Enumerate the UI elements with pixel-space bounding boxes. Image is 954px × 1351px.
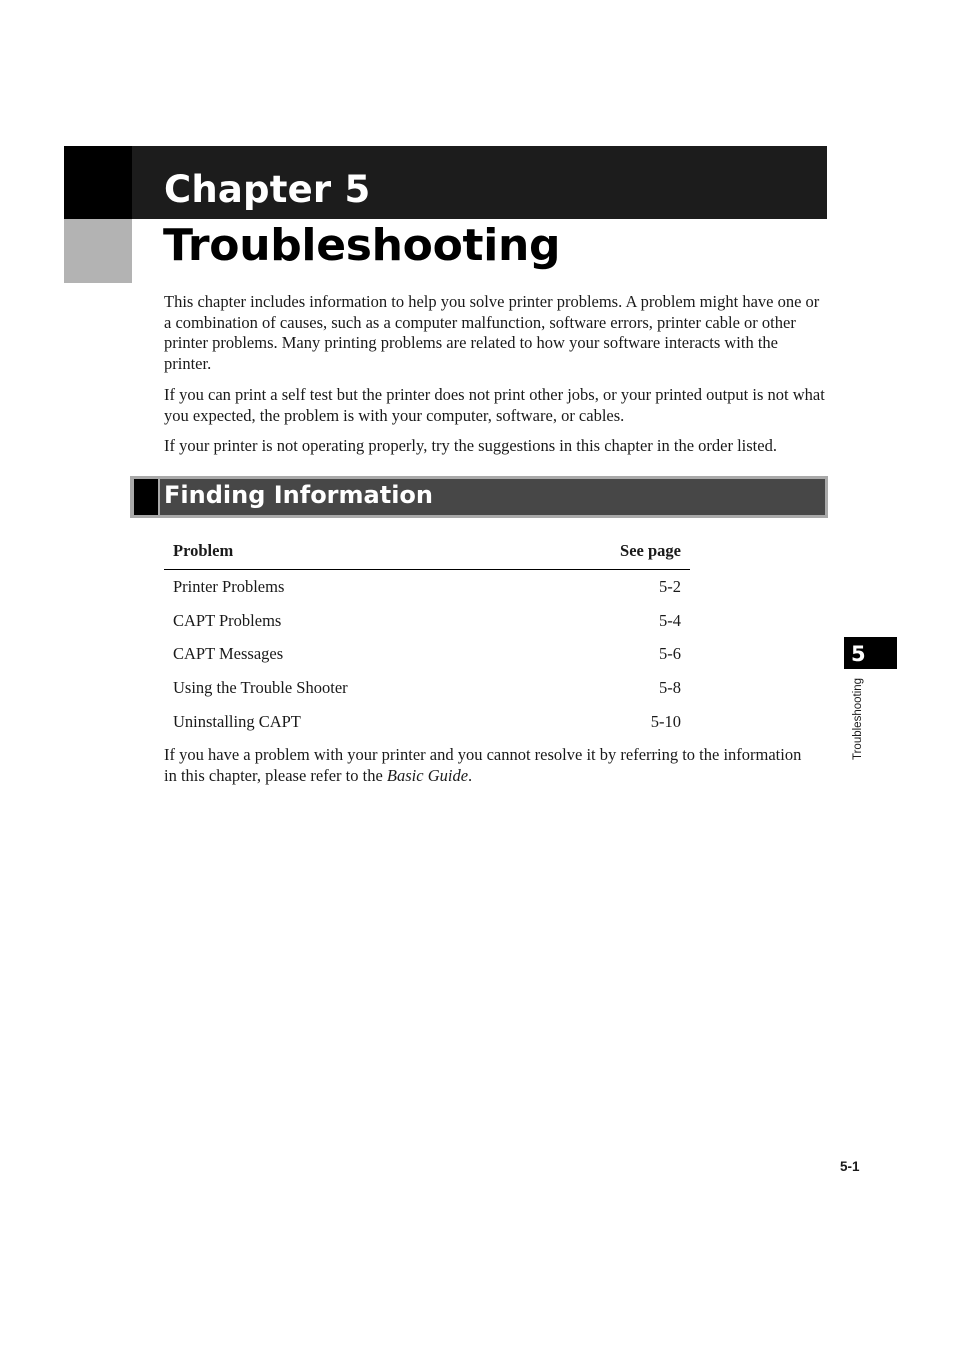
chapter-header-black-block	[64, 146, 132, 219]
problem-cell: Printer Problems	[173, 576, 285, 596]
table-header-row	[164, 532, 690, 570]
closing-paragraph	[164, 745, 804, 786]
intro-paragraph-3: If your printer is not operating properly, try the suggestions in this chapter in the order listed.	[164, 436, 777, 455]
side-tab-label: Troubleshooting	[852, 677, 864, 760]
basic-guide-title: Basic Guide	[386, 765, 469, 785]
problem-cell: CAPT Problems	[173, 610, 282, 630]
table-row	[164, 570, 690, 604]
closing-period: .	[468, 765, 473, 785]
chapter-label: Chapter 5	[164, 168, 371, 211]
table-row	[164, 671, 690, 705]
chapter-title: Troubleshooting	[163, 220, 561, 271]
column-header-problem: Problem	[164, 532, 537, 570]
page-ref-cell: 5-4	[659, 610, 681, 630]
column-header-see-page: See page	[537, 532, 690, 570]
table-row	[164, 705, 690, 739]
page-number: 5-1	[840, 1159, 860, 1174]
intro-paragraph-1: This chapter includes information to help you solve printer problems. A problem might have one or a combination of causes, such as a computer malfunction, software errors, printer cable or other printer problems. Many printing problems are related to how your software interacts with the printer.	[164, 292, 820, 374]
problem-cell: Using the Trouble Shooter	[173, 678, 348, 698]
table-row	[164, 604, 690, 638]
chapter-header-grey-block	[64, 219, 132, 283]
problem-cell: Uninstalling CAPT	[173, 712, 301, 732]
side-tab-number: 5	[851, 642, 866, 666]
page-ref-cell: 5-6	[659, 644, 681, 664]
page-ref-cell: 5-10	[650, 712, 681, 732]
finding-information-table	[164, 532, 690, 739]
section-title: Finding Information	[164, 481, 433, 509]
closing-text: If you have a problem with your printer and you cannot resolve it by referring to the information in this chapter, please refer to the	[164, 745, 802, 785]
section-heading-marker	[134, 479, 158, 515]
problem-cell: CAPT Messages	[173, 644, 284, 664]
table-row	[164, 638, 690, 672]
intro-paragraph-2: If you can print a self test but the printer does not print other jobs, or your printed output is not what you expected, the problem is with your computer, software, or cables.	[164, 385, 825, 425]
page-ref-cell: 5-8	[659, 678, 681, 698]
page-ref-cell: 5-2	[659, 576, 681, 596]
